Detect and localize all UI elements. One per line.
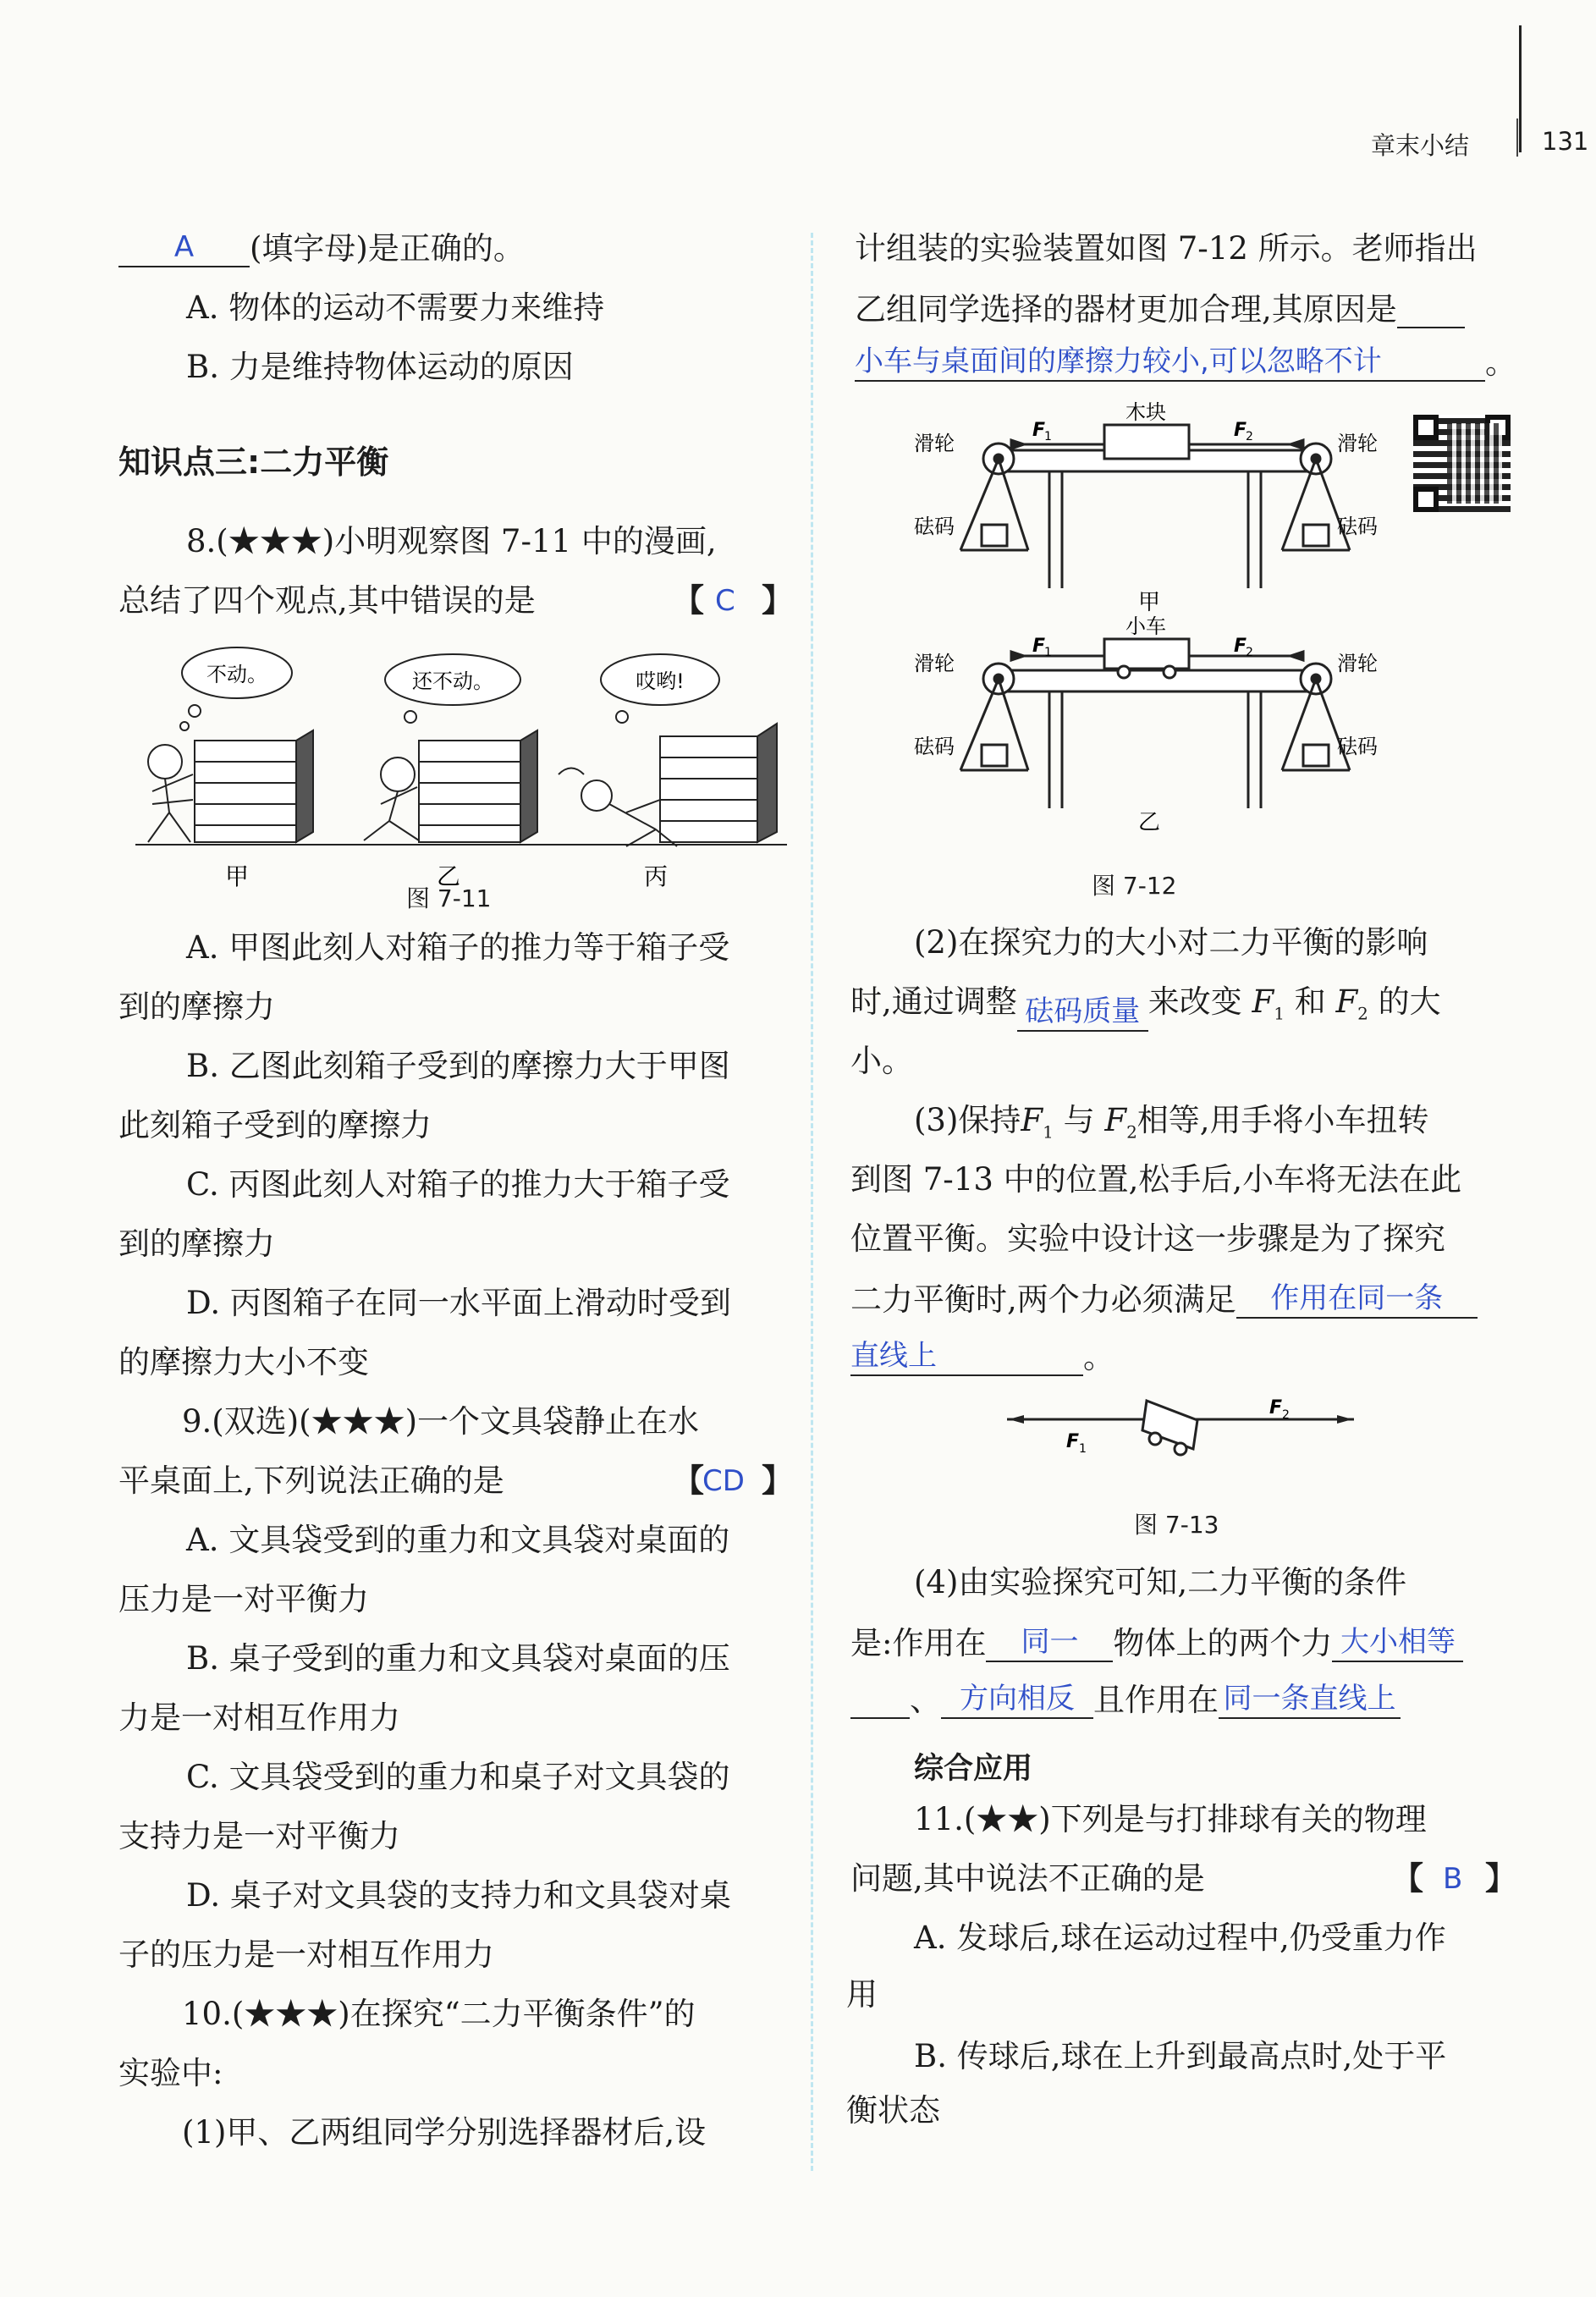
label-weight-left-jia: 砝码 <box>914 515 955 538</box>
bubble-1 <box>180 647 292 730</box>
q9-option-c-line2: 支持力是一对平衡力 <box>118 1818 400 1854</box>
page-number: 131 <box>1542 127 1589 156</box>
label-f1-sub-jia: 1 <box>1044 430 1052 443</box>
figure-7-11 <box>118 639 787 918</box>
q8-answer: C <box>715 584 735 618</box>
q10-3-line2: 到图 7-13 中的位置,松手后,小车将无法在此 <box>850 1161 1462 1198</box>
q10-line3: (1)甲、乙两组同学分别选择器材后,设 <box>182 2114 707 2151</box>
q10-2-line2: 时,通过调整 砝码质量 来改变 $F_1$ 和 $F_2$ 的大 <box>850 983 1441 1032</box>
q9-option-d-line1: D. 桌子对文具袋的支持力和文具袋对桌 <box>186 1877 731 1914</box>
person-1 <box>148 745 193 842</box>
q8-line1: 8.(★★★)小明观察图 7-11 中的漫画, <box>186 523 717 559</box>
q9-line2: 平桌面上,下列说法正确的是 【 CD 】 <box>118 1462 793 1499</box>
q11-option-b-line2: 衡状态 <box>846 2092 940 2129</box>
q10-3-line4: 二力平衡时,两个力必须满足 作用在同一条 <box>850 1280 1478 1319</box>
figure-7-11-label-jia: 甲 <box>224 862 250 890</box>
sub-heading-comprehensive: 综合应用 <box>914 1752 1033 1786</box>
label-f2-sub-yi: 2 <box>1246 646 1253 659</box>
figure-7-12-caption: 图 7-12 <box>1092 872 1177 900</box>
q11-answer: B <box>1443 1862 1463 1896</box>
label-f1-jia: F <box>1032 420 1046 441</box>
bubble-3 <box>601 654 719 723</box>
q10-4-answer-4: 同一条直线上 <box>1219 1680 1401 1719</box>
figure-7-11-label-bing: 丙 <box>643 862 669 890</box>
q10-3-line3: 位置平衡。实验中设计这一步骤是为了探究 <box>850 1220 1445 1257</box>
q8-option-c-line2: 到的摩擦力 <box>118 1226 275 1262</box>
label-f2-yi: F <box>1234 636 1247 657</box>
crate-1 <box>195 730 313 842</box>
q10-2-line3: 小。 <box>850 1043 913 1079</box>
q10-3-line1: (3)保持$F_1$ 与 $F_2$相等,用手将小车扭转 <box>914 1102 1429 1143</box>
header-section-title: 章末小结 <box>1371 131 1470 160</box>
label-pulley-left-jia: 滑轮 <box>914 432 955 455</box>
label-f1-sub-yi: 1 <box>1044 646 1052 659</box>
q8-option-a-line2: 到的摩擦力 <box>118 989 275 1025</box>
q8-option-d-line1: D. 丙图箱子在同一水平面上滑动时受到 <box>186 1285 731 1321</box>
q10-1-answer-line: 小车与桌面间的摩擦力较小,可以忽略不计 。 <box>855 344 1516 381</box>
fig713-f1-sub: 1 <box>1079 1442 1087 1456</box>
label-jia: 甲 <box>1138 590 1161 615</box>
label-f1-yi: F <box>1032 636 1046 657</box>
q8-option-b-line2: 此刻箱子受到的摩擦力 <box>118 1107 432 1143</box>
qr-code[interactable] <box>1413 415 1511 512</box>
bubble-1-text: 不动。 <box>206 663 267 686</box>
label-pulley-left-yi: 滑轮 <box>914 652 955 675</box>
q8-option-a-line1: A. 甲图此刻人对箱子的推力等于箱子受 <box>186 929 730 966</box>
q10-line1: 10.(★★★)在探究“二力平衡条件”的 <box>182 1996 696 2032</box>
page-top-rule <box>1519 25 1522 152</box>
apparatus-jia <box>960 425 1350 588</box>
q10-1-cont-line2: 乙组同学选择的器材更加合理,其原因是 <box>855 289 1465 328</box>
figure-7-11-caption: 图 7-11 <box>406 884 492 912</box>
q11-option-a-line1: A. 发球后,球在运动过程中,仍受重力作 <box>914 1920 1446 1956</box>
q9-option-b-line2: 力是一对相互作用力 <box>118 1699 400 1736</box>
q10-3-answer-part1: 作用在同一条 <box>1236 1280 1478 1319</box>
q7-option-a: A. 物体的运动不需要力来维持 <box>186 289 605 326</box>
q7-tail-text: (填字母)是正确的。 <box>250 230 525 267</box>
bubble-3-text: 哎哟! <box>636 669 685 693</box>
label-weight-right-yi: 砝码 <box>1337 735 1378 758</box>
q8-option-c-line1: C. 丙图此刻人对箱子的推力大于箱子受 <box>186 1166 730 1203</box>
q9-answer: CD <box>702 1464 745 1498</box>
q7-answer: A <box>118 229 250 267</box>
label-f2-sub-jia: 2 <box>1246 430 1253 443</box>
figure-7-11-label-yi: 乙 <box>436 862 461 890</box>
q8-option-d-line2: 的摩擦力大小不变 <box>118 1344 369 1380</box>
label-f2-jia: F <box>1234 420 1247 441</box>
q10-3-line5: 直线上 。 <box>850 1339 1114 1375</box>
crate-3 <box>660 724 777 842</box>
label-weight-right-jia: 砝码 <box>1337 515 1378 538</box>
label-block: 木块 <box>1125 400 1166 424</box>
q10-1-cont-line1: 计组装的实验装置如图 7-12 所示。老师指出 <box>855 230 1478 267</box>
q10-1-answer: 小车与桌面间的摩擦力较小,可以忽略不计 <box>855 343 1485 382</box>
figure-7-13-caption: 图 7-13 <box>1134 1511 1219 1539</box>
q10-4-answer-1: 同一 <box>986 1623 1113 1662</box>
section-heading: 知识点三:二力平衡 <box>118 443 389 481</box>
fig713-f1: F <box>1066 1431 1080 1452</box>
figure-7-13 <box>999 1388 1371 1473</box>
q9-option-a-line1: A. 文具袋受到的重力和文具袋对桌面的 <box>186 1522 730 1558</box>
person-2 <box>364 757 419 840</box>
q9-option-d-line2: 子的压力是一对相互作用力 <box>118 1936 494 1973</box>
q9-option-c-line1: C. 文具袋受到的重力和桌子对文具袋的 <box>186 1759 730 1795</box>
q10-line2: 实验中: <box>118 2055 223 2091</box>
q9-option-a-line2: 压力是一对平衡力 <box>118 1581 369 1617</box>
header-divider <box>1516 118 1518 157</box>
q11-line2: 问题,其中说法不正确的是 【 B 】 <box>850 1860 1516 1897</box>
q10-2-line1: (2)在探究力的大小对二力平衡的影响 <box>914 924 1428 961</box>
q11-option-b-line1: B. 传球后,球在上升到最高点时,处于平 <box>914 2038 1447 2074</box>
label-weight-left-yi: 砝码 <box>914 735 955 758</box>
q9-option-b-line1: B. 桌子受到的重力和文具袋对桌面的压 <box>186 1640 730 1677</box>
q10-4-line2: 是:作用在 同一 物体上的两个力 大小相等 <box>850 1623 1463 1662</box>
label-yi: 乙 <box>1138 810 1161 835</box>
q11-line1: 11.(★★)下列是与打排球有关的物理 <box>914 1801 1427 1837</box>
crate-2 <box>419 730 537 842</box>
q10-2-answer: 砝码质量 <box>1017 993 1148 1032</box>
column-divider <box>811 233 813 2171</box>
label-pulley-right-yi: 滑轮 <box>1337 652 1378 675</box>
figure-7-12 <box>914 398 1388 872</box>
q8-line2: 总结了四个观点,其中错误的是 【 C 】 <box>118 582 793 619</box>
apparatus-yi <box>960 639 1350 808</box>
q10-3-answer-part2: 直线上 <box>850 1337 1083 1376</box>
q7-answer-line <box>118 229 525 267</box>
fig713-f2: F <box>1269 1397 1283 1418</box>
q8-option-b-line1: B. 乙图此刻箱子受到的摩擦力大于甲图 <box>186 1048 730 1084</box>
q11-option-a-line2: 用 <box>846 1976 878 2013</box>
bubble-2 <box>385 654 520 723</box>
bubble-2-text: 还不动。 <box>412 669 493 693</box>
q7-option-b: B. 力是维持物体运动的原因 <box>186 349 574 385</box>
q9-line1: 9.(双选)(★★★)一个文具袋静止在水 <box>182 1403 700 1440</box>
q10-4-line1: (4)由实验探究可知,二力平衡的条件 <box>914 1564 1407 1600</box>
label-cart: 小车 <box>1125 614 1166 638</box>
fig713-f2-sub: 2 <box>1282 1408 1290 1422</box>
label-pulley-right-jia: 滑轮 <box>1337 432 1378 455</box>
q10-4-answer-3: 方向相反 <box>941 1680 1093 1719</box>
q10-4-line3: 、 方向相反 且作用在 同一条直线上 <box>850 1680 1401 1719</box>
q10-4-answer-2: 大小相等 <box>1332 1623 1463 1662</box>
